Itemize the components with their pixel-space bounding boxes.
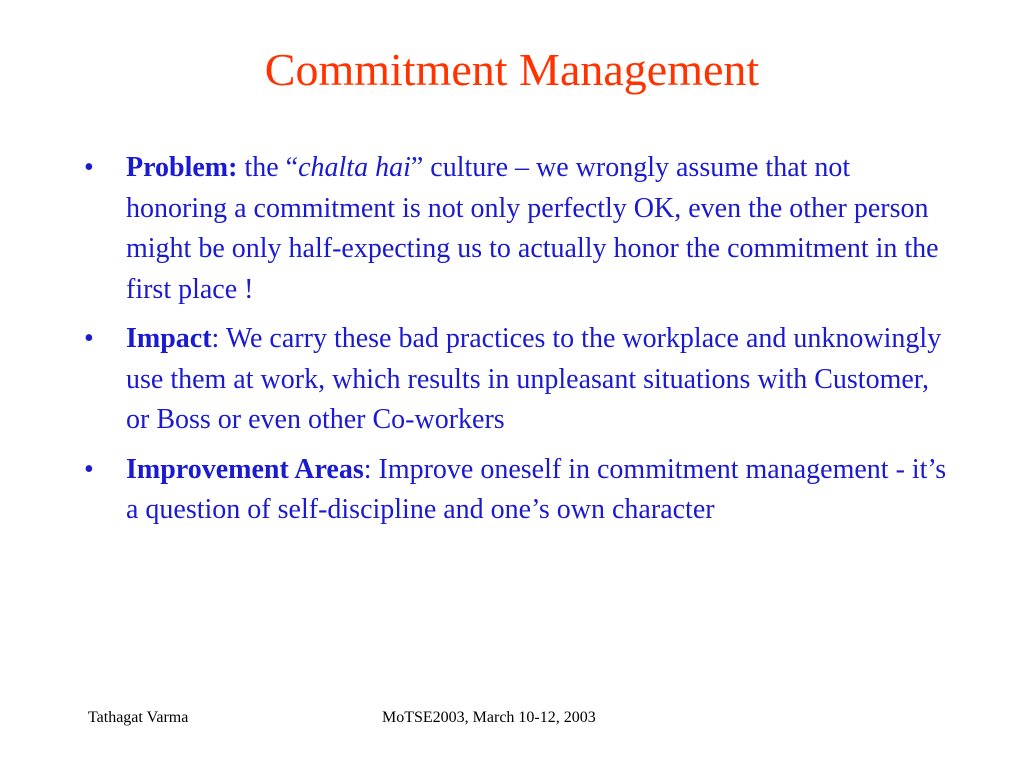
bullet-problem bbox=[84, 148, 954, 310]
bullet-impact bbox=[84, 319, 954, 441]
slide-title: Commitment Management bbox=[264, 44, 760, 95]
bullet-text: the “ bbox=[237, 152, 299, 183]
bullet-text: : Improve oneself in commitment management - it’s a question of self-discipline and one’s own character bbox=[126, 453, 947, 525]
bullet-list bbox=[84, 148, 954, 540]
bullet-lead: Problem: bbox=[126, 152, 238, 183]
footer-author: Tathagat Varma bbox=[88, 709, 189, 726]
bullet-dot-icon bbox=[84, 319, 114, 360]
bullet-dot-icon bbox=[84, 148, 114, 189]
bullet-lead: Improvement Areas bbox=[126, 453, 364, 485]
bullet-lead: Impact bbox=[126, 323, 212, 354]
bullet-emphasis: chalta hai bbox=[298, 152, 411, 183]
bullet-text: : We carry these bad practices to the workplace and unknowingly use them at work, which results in unpleasant situations with Customer, or Boss or even other Co-workers bbox=[126, 323, 942, 435]
bullet-dot-icon bbox=[84, 450, 114, 491]
bullet-improvement-areas bbox=[84, 450, 954, 531]
bullet-text: ” culture – we wrongly assume that not honoring a commitment is not only perfectly OK, even the other person might be only half-expecting us to actually honor the commitment in the first place ! bbox=[126, 152, 939, 305]
footer-event: MoTSE2003, March 10-12, 2003 bbox=[382, 709, 596, 726]
